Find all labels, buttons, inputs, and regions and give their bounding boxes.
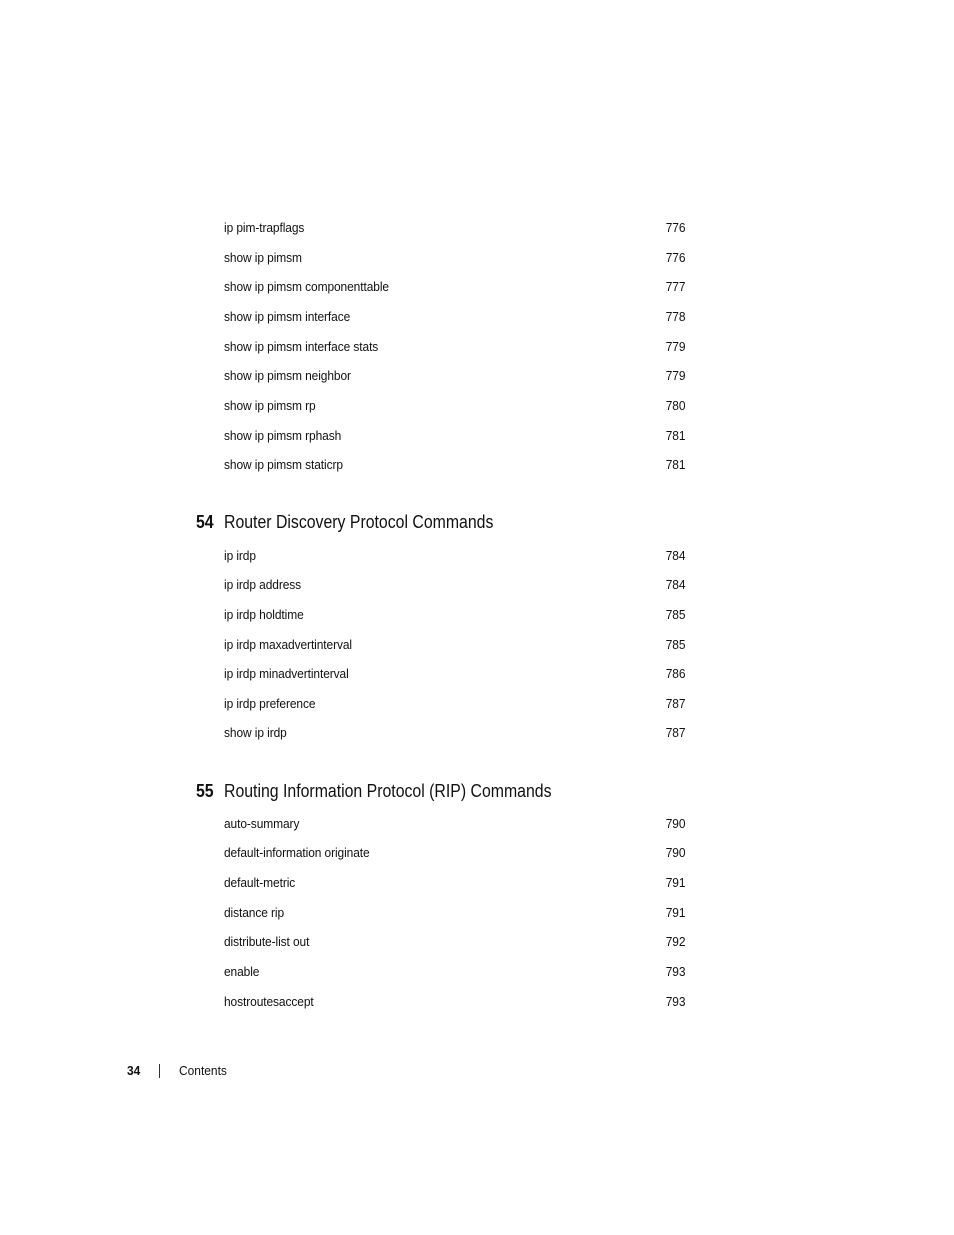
- toc-entry-title: ip irdp preference: [224, 696, 316, 711]
- toc-entry-page: 785: [665, 607, 685, 622]
- toc-entry[interactable]: [224, 962, 685, 982]
- toc-entry[interactable]: [224, 426, 685, 446]
- toc-entry-title: enable: [224, 964, 260, 979]
- chapter-number: 54: [196, 512, 214, 532]
- toc-entry-page: 780: [665, 398, 685, 413]
- toc-entry-title: show ip pimsm interface: [224, 309, 351, 324]
- footer-section-label: Contents: [179, 1063, 227, 1078]
- toc-entry-title: distance rip: [224, 905, 285, 920]
- toc-entry[interactable]: [224, 723, 685, 743]
- toc-entry-page: 777: [665, 279, 685, 294]
- toc-entry-title: show ip pimsm rphash: [224, 428, 342, 443]
- toc-entry[interactable]: [224, 932, 685, 952]
- toc-entry[interactable]: [224, 992, 685, 1012]
- toc-entry-title: show ip pimsm: [224, 250, 302, 265]
- chapter-number: 55: [196, 781, 214, 801]
- toc-entry-page: 793: [665, 994, 685, 1009]
- toc-entry-title: ip irdp address: [224, 577, 302, 592]
- toc-entry-page: 790: [665, 816, 685, 831]
- toc-entry-page: 779: [665, 339, 685, 354]
- toc-entry[interactable]: [224, 903, 685, 923]
- toc-entry[interactable]: [224, 635, 685, 655]
- toc-entry-page: 778: [665, 309, 685, 324]
- toc-entry-page: 781: [665, 428, 685, 443]
- footer-divider: [159, 1064, 160, 1078]
- toc-entry[interactable]: [224, 337, 685, 357]
- toc-entry[interactable]: [224, 843, 685, 863]
- toc-entry-title: default-metric: [224, 875, 296, 890]
- toc-entry[interactable]: [224, 218, 685, 238]
- toc-entry[interactable]: [224, 366, 685, 386]
- toc-entry-title: distribute-list out: [224, 934, 310, 949]
- toc-entry-page: 792: [665, 934, 685, 949]
- chapter-heading[interactable]: [196, 509, 716, 535]
- toc-entry-title: auto-summary: [224, 816, 300, 831]
- toc-entry-title: ip irdp holdtime: [224, 607, 304, 622]
- toc-entry-title: hostroutesaccept: [224, 994, 314, 1009]
- toc-entry-title: default-information originate: [224, 845, 370, 860]
- toc-entry-page: 787: [665, 725, 685, 740]
- footer-page-number: 34: [127, 1063, 141, 1078]
- toc-entry-title: ip irdp minadvertinterval: [224, 666, 349, 681]
- toc-entry-title: ip irdp maxadvertinterval: [224, 637, 352, 652]
- toc-entry-page: 790: [665, 845, 685, 860]
- toc-entry-page: 786: [665, 666, 685, 681]
- toc-entry[interactable]: [224, 546, 685, 566]
- toc-entry-title: show ip pimsm neighbor: [224, 368, 351, 383]
- toc-entry-title: show ip pimsm rp: [224, 398, 316, 413]
- chapter-heading[interactable]: [196, 778, 716, 804]
- toc-entry-title: show ip pimsm interface stats: [224, 339, 379, 354]
- toc-entry-page: 793: [665, 964, 685, 979]
- toc-entry-page: 785: [665, 637, 685, 652]
- toc-entry-page: 781: [665, 457, 685, 472]
- toc-entry-title: show ip irdp: [224, 725, 287, 740]
- toc-entry-page: 776: [665, 220, 685, 235]
- toc-entry-page: 787: [665, 696, 685, 711]
- toc-entry-title: ip pim-trapflags: [224, 220, 305, 235]
- toc-entry[interactable]: [224, 277, 685, 297]
- toc-entry-page: 791: [665, 905, 685, 920]
- toc-entry[interactable]: [224, 664, 685, 684]
- chapter-title: Router Discovery Protocol Commands: [224, 512, 494, 532]
- toc-entry[interactable]: [224, 455, 685, 475]
- page-footer: [127, 1061, 427, 1081]
- toc-entry[interactable]: [224, 814, 685, 834]
- toc-entry-page: 791: [665, 875, 685, 890]
- toc-entry[interactable]: [224, 873, 685, 893]
- toc-entry[interactable]: [224, 248, 685, 268]
- toc-entry-page: 779: [665, 368, 685, 383]
- toc-entry-page: 776: [665, 250, 685, 265]
- toc-entry-title: ip irdp: [224, 548, 256, 563]
- toc-entry-title: show ip pimsm staticrp: [224, 457, 343, 472]
- chapter-title: Routing Information Protocol (RIP) Commands: [224, 781, 552, 801]
- toc-entry[interactable]: [224, 307, 685, 327]
- toc-entry[interactable]: [224, 694, 685, 714]
- toc-entry-page: 784: [665, 577, 685, 592]
- toc-entry-page: 784: [665, 548, 685, 563]
- toc-entry[interactable]: [224, 605, 685, 625]
- toc-entry-title: show ip pimsm componenttable: [224, 279, 389, 294]
- toc-entry[interactable]: [224, 575, 685, 595]
- toc-entry[interactable]: [224, 396, 685, 416]
